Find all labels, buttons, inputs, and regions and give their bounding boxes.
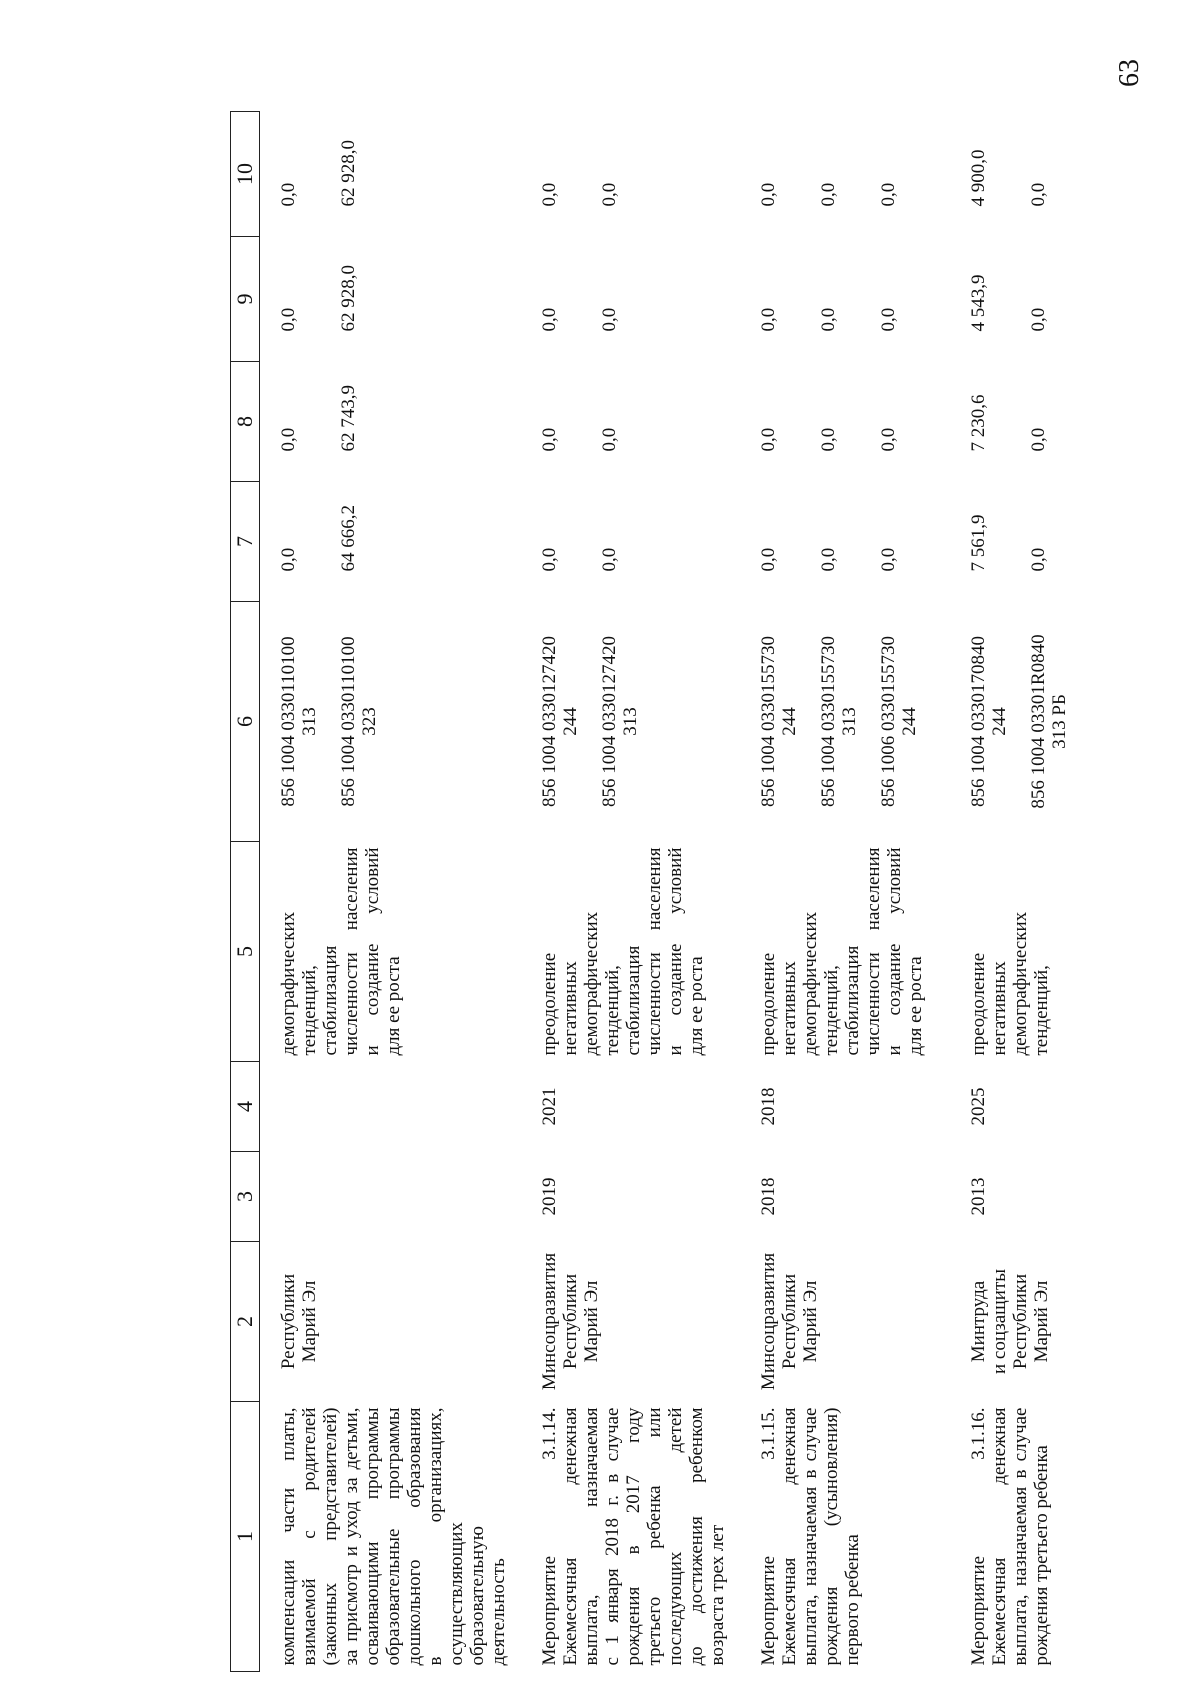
amount-value: 0,0 — [1028, 182, 1049, 207]
budget-code-block — [539, 608, 581, 836]
budget-code-block — [968, 608, 1010, 836]
budget-code-cell — [946, 602, 1096, 842]
budget-code-line: 856 1004 0330127420 — [599, 636, 620, 807]
measure-name-line: последующих детей — [665, 1407, 686, 1666]
amount-cell-10 — [736, 112, 946, 237]
start-year-cell: 2019 — [539, 1177, 560, 1216]
amount-value: 0,0 — [278, 547, 299, 572]
amount-value: 0,0 — [278, 427, 299, 452]
budget-code-line: 244 — [899, 707, 920, 736]
measure-name-line: до достижения ребенком — [686, 1407, 707, 1666]
expected-result-line: стабилизация — [842, 945, 863, 1056]
measure-name-line: образовательные программы — [383, 1407, 404, 1666]
header-col-8: 8 — [231, 362, 260, 482]
budget-code-block — [758, 608, 800, 836]
amount-value: 64 666,2 — [338, 505, 359, 572]
amount-value: 62 743,9 — [338, 385, 359, 452]
budget-code-line: 856 1006 0330155730 — [878, 636, 899, 807]
measure-name-line: деятельность — [488, 1558, 509, 1666]
measure-name-line: выплата, назначаемая в случае — [800, 1407, 821, 1666]
expected-result-cell — [736, 842, 946, 1062]
program-measures-table — [230, 111, 1096, 1672]
amount-value: 0,0 — [818, 427, 839, 452]
executor-line: Марий Эл — [299, 1280, 320, 1363]
expected-result-line: численности населения — [341, 847, 362, 1056]
amount-value: 0,0 — [758, 427, 779, 452]
expected-result-line: демографических — [278, 911, 299, 1056]
expected-result-line: демографических — [581, 911, 602, 1056]
expected-result-line: для ее роста — [905, 956, 926, 1056]
measure-name-line: дошкольного образования — [404, 1407, 425, 1666]
table-row — [260, 112, 518, 1672]
amount-value: 0,0 — [539, 307, 560, 332]
amount-value: 4 900,0 — [968, 149, 989, 207]
header-col-7: 7 — [231, 482, 260, 602]
expected-result-line: преодоление — [758, 952, 779, 1056]
measure-name-line: Ежемесячная денежная — [779, 1407, 800, 1666]
budget-code-line: 856 1004 0330155730 — [818, 636, 839, 807]
measure-name-line: рождения (усыновления) — [821, 1407, 842, 1666]
amount-cell-10 — [946, 112, 1096, 237]
amount-value: 0,0 — [599, 427, 620, 452]
budget-code-line: 244 — [779, 707, 800, 736]
expected-result-cell — [946, 842, 1096, 1062]
budget-code-block — [599, 608, 641, 836]
executor-line: Республики — [779, 1273, 800, 1370]
header-col-3: 3 — [231, 1152, 260, 1242]
end-year-cell: 2018 — [758, 1087, 779, 1126]
expected-result-line: тенденций, — [299, 965, 320, 1056]
budget-code-cell — [736, 602, 946, 842]
budget-code-line: 856 1004 0330170840 — [968, 636, 989, 807]
budget-code-block — [278, 608, 320, 836]
budget-code-line: 313 — [620, 707, 641, 736]
amount-value: 0,0 — [878, 307, 899, 332]
header-col-4: 4 — [231, 1062, 260, 1152]
amount-cell-9 — [260, 237, 518, 362]
expected-result-line: тенденций, — [1031, 965, 1052, 1056]
expected-result-line: демографических — [1010, 911, 1031, 1056]
budget-code-line: 856 1004 0330127420 — [539, 636, 560, 807]
responsible-executor-cell — [517, 1242, 736, 1402]
amount-value: 0,0 — [599, 182, 620, 207]
budget-code-line: 244 — [560, 707, 581, 736]
budget-code-block — [1028, 608, 1070, 836]
measure-name-line: взимаемой с родителей — [299, 1407, 320, 1666]
executor-line: Марий Эл — [581, 1280, 602, 1363]
column-number-header — [231, 112, 260, 1672]
amount-value: 7 561,9 — [968, 514, 989, 572]
amount-value: 4 543,9 — [968, 274, 989, 332]
executor-line: Марий Эл — [800, 1280, 821, 1363]
measure-name-cell — [946, 1402, 1096, 1672]
amount-cell-7 — [260, 482, 518, 602]
expected-result-line: преодоление — [539, 952, 560, 1056]
expected-result-line: и создание условий — [665, 847, 686, 1056]
amount-cell-7 — [736, 482, 946, 602]
budget-code-line: 313 РБ — [1049, 694, 1070, 749]
responsible-executor-cell — [736, 1242, 946, 1402]
budget-code-block — [338, 608, 380, 836]
expected-result-line: демографических — [800, 911, 821, 1056]
amount-cell-7 — [517, 482, 736, 602]
measure-name-line: выплата, назначаемая — [581, 1407, 602, 1666]
header-col-2: 2 — [231, 1242, 260, 1402]
amount-value: 62 928,0 — [338, 140, 359, 207]
expected-result-line: и создание условий — [884, 847, 905, 1056]
amount-cell-8 — [517, 362, 736, 482]
executor-line: Республики — [560, 1273, 581, 1370]
header-col-1: 1 — [231, 1402, 260, 1672]
amount-value: 7 230,6 — [968, 394, 989, 452]
budget-code-cell — [517, 602, 736, 842]
expected-result-line: для ее роста — [383, 956, 404, 1056]
expected-result-line: численности населения — [863, 847, 884, 1056]
expected-result-line: негативных — [560, 961, 581, 1056]
header-row — [231, 112, 260, 1672]
header-col-6: 6 — [231, 602, 260, 842]
measure-name-cell — [517, 1402, 736, 1672]
budget-code-line: 313 — [299, 707, 320, 736]
measure-name-line: образовательную — [467, 1526, 488, 1666]
measure-name-line: Ежемесячная денежная — [560, 1407, 581, 1666]
budget-code-cell — [260, 602, 518, 842]
measure-name-line: рождения третьего ребенка — [1031, 1445, 1052, 1666]
amount-value: 0,0 — [599, 547, 620, 572]
expected-result-line: численности населения — [644, 847, 665, 1056]
end-year-cell — [260, 1062, 518, 1152]
executor-line: Республики — [278, 1273, 299, 1370]
amount-cell-9 — [736, 237, 946, 362]
executor-line: Минтруда — [968, 1280, 989, 1363]
measure-name-cell — [260, 1402, 518, 1672]
expected-result-line: негативных — [779, 961, 800, 1056]
amount-value: 0,0 — [878, 547, 899, 572]
amount-cell-9 — [517, 237, 736, 362]
expected-result-line: и создание условий — [362, 847, 383, 1056]
budget-code-block — [878, 608, 920, 836]
expected-result-cell — [517, 842, 736, 1062]
amount-value: 0,0 — [278, 182, 299, 207]
measure-name-line: Мероприятие 3.1.14. — [539, 1407, 560, 1666]
table-row — [517, 112, 736, 1672]
measure-name-cell — [736, 1402, 946, 1672]
start-year-cell: 2013 — [968, 1177, 989, 1216]
amount-value: 0,0 — [1028, 547, 1049, 572]
executor-line: и соцзащиты — [989, 1268, 1010, 1375]
amount-value: 0,0 — [758, 547, 779, 572]
amount-value: 0,0 — [818, 182, 839, 207]
amount-value: 0,0 — [878, 427, 899, 452]
amount-cell-8 — [260, 362, 518, 482]
budget-code-line: 856 1004 0330110100 — [338, 636, 359, 807]
budget-code-line: 856 1004 03301R0840 — [1028, 634, 1049, 809]
measure-name-line: Ежемесячная денежная — [989, 1407, 1010, 1666]
amount-value: 0,0 — [758, 182, 779, 207]
end-year-cell: 2025 — [968, 1087, 989, 1126]
amount-value: 0,0 — [818, 547, 839, 572]
amount-cell-8 — [946, 362, 1096, 482]
expected-result-line: преодоление — [968, 952, 989, 1056]
measure-name-line: возраста трех лет — [707, 1524, 728, 1666]
measure-name-line: осваивающими программы — [362, 1407, 383, 1666]
budget-code-line: 313 — [839, 707, 860, 736]
page-number: 63 — [1114, 59, 1145, 87]
table-row — [946, 112, 1096, 1672]
budget-code-line: 323 — [359, 707, 380, 736]
table-body — [260, 112, 1097, 1672]
amount-value: 0,0 — [539, 427, 560, 452]
header-col-10: 10 — [231, 112, 260, 237]
amount-value: 0,0 — [878, 182, 899, 207]
amount-value: 0,0 — [599, 307, 620, 332]
measure-name-line: третьего ребенка или — [644, 1407, 665, 1666]
amount-cell-10 — [260, 112, 518, 237]
expected-result-line: негативных — [989, 961, 1010, 1056]
expected-result-cell — [260, 842, 518, 1062]
amount-value: 0,0 — [818, 307, 839, 332]
amount-value: 0,0 — [539, 182, 560, 207]
expected-result-line: стабилизация — [623, 945, 644, 1056]
amount-value: 62 928,0 — [338, 265, 359, 332]
budget-code-line: 856 1004 0330155730 — [758, 636, 779, 807]
rotated-page-content — [230, 112, 1200, 1672]
measure-name-line: Мероприятие 3.1.15. — [758, 1407, 779, 1666]
header-col-5: 5 — [231, 842, 260, 1062]
measure-name-line: осуществляющих — [446, 1522, 467, 1666]
measure-name-line: (законных представителей) — [320, 1407, 341, 1666]
measure-name-line: первого ребенка — [842, 1534, 863, 1666]
measure-name-line: рождения в 2017 году — [623, 1407, 644, 1666]
amount-value: 0,0 — [539, 547, 560, 572]
table-row — [736, 112, 946, 1672]
responsible-executor-cell — [946, 1242, 1096, 1402]
budget-code-line: 244 — [989, 707, 1010, 736]
measure-name-line: с 1 января 2018 г. в случае — [602, 1407, 623, 1666]
measure-name-line: за присмотр и уход за детьми, — [341, 1407, 362, 1666]
amount-value: 0,0 — [758, 307, 779, 332]
expected-result-line: стабилизация — [320, 945, 341, 1056]
executor-line: Минсоцразвития — [758, 1252, 779, 1391]
amount-cell-10 — [517, 112, 736, 237]
amount-cell-8 — [736, 362, 946, 482]
executor-line: Республики — [1010, 1273, 1031, 1370]
expected-result-line: для ее роста — [686, 956, 707, 1056]
measure-name-line: Мероприятие 3.1.16. — [968, 1407, 989, 1666]
measure-name-line: выплата, назначаемая в случае — [1010, 1407, 1031, 1666]
header-col-9: 9 — [231, 237, 260, 362]
measure-name-line: в организациях, — [425, 1407, 446, 1666]
measure-name-line: компенсации части платы, — [278, 1407, 299, 1666]
end-year-cell: 2021 — [539, 1087, 560, 1126]
budget-code-line: 856 1004 0330110100 — [278, 636, 299, 807]
expected-result-line: тенденций, — [602, 965, 623, 1056]
executor-line: Минсоцразвития — [539, 1252, 560, 1391]
start-year-cell — [260, 1152, 518, 1242]
budget-code-block — [818, 608, 860, 836]
responsible-executor-cell — [260, 1242, 518, 1402]
amount-cell-9 — [946, 237, 1096, 362]
start-year-cell: 2018 — [758, 1177, 779, 1216]
executor-line: Марий Эл — [1031, 1280, 1052, 1363]
expected-result-line: тенденций, — [821, 965, 842, 1056]
amount-cell-7 — [946, 482, 1096, 602]
amount-value: 0,0 — [278, 307, 299, 332]
amount-value: 0,0 — [1028, 307, 1049, 332]
amount-value: 0,0 — [1028, 427, 1049, 452]
